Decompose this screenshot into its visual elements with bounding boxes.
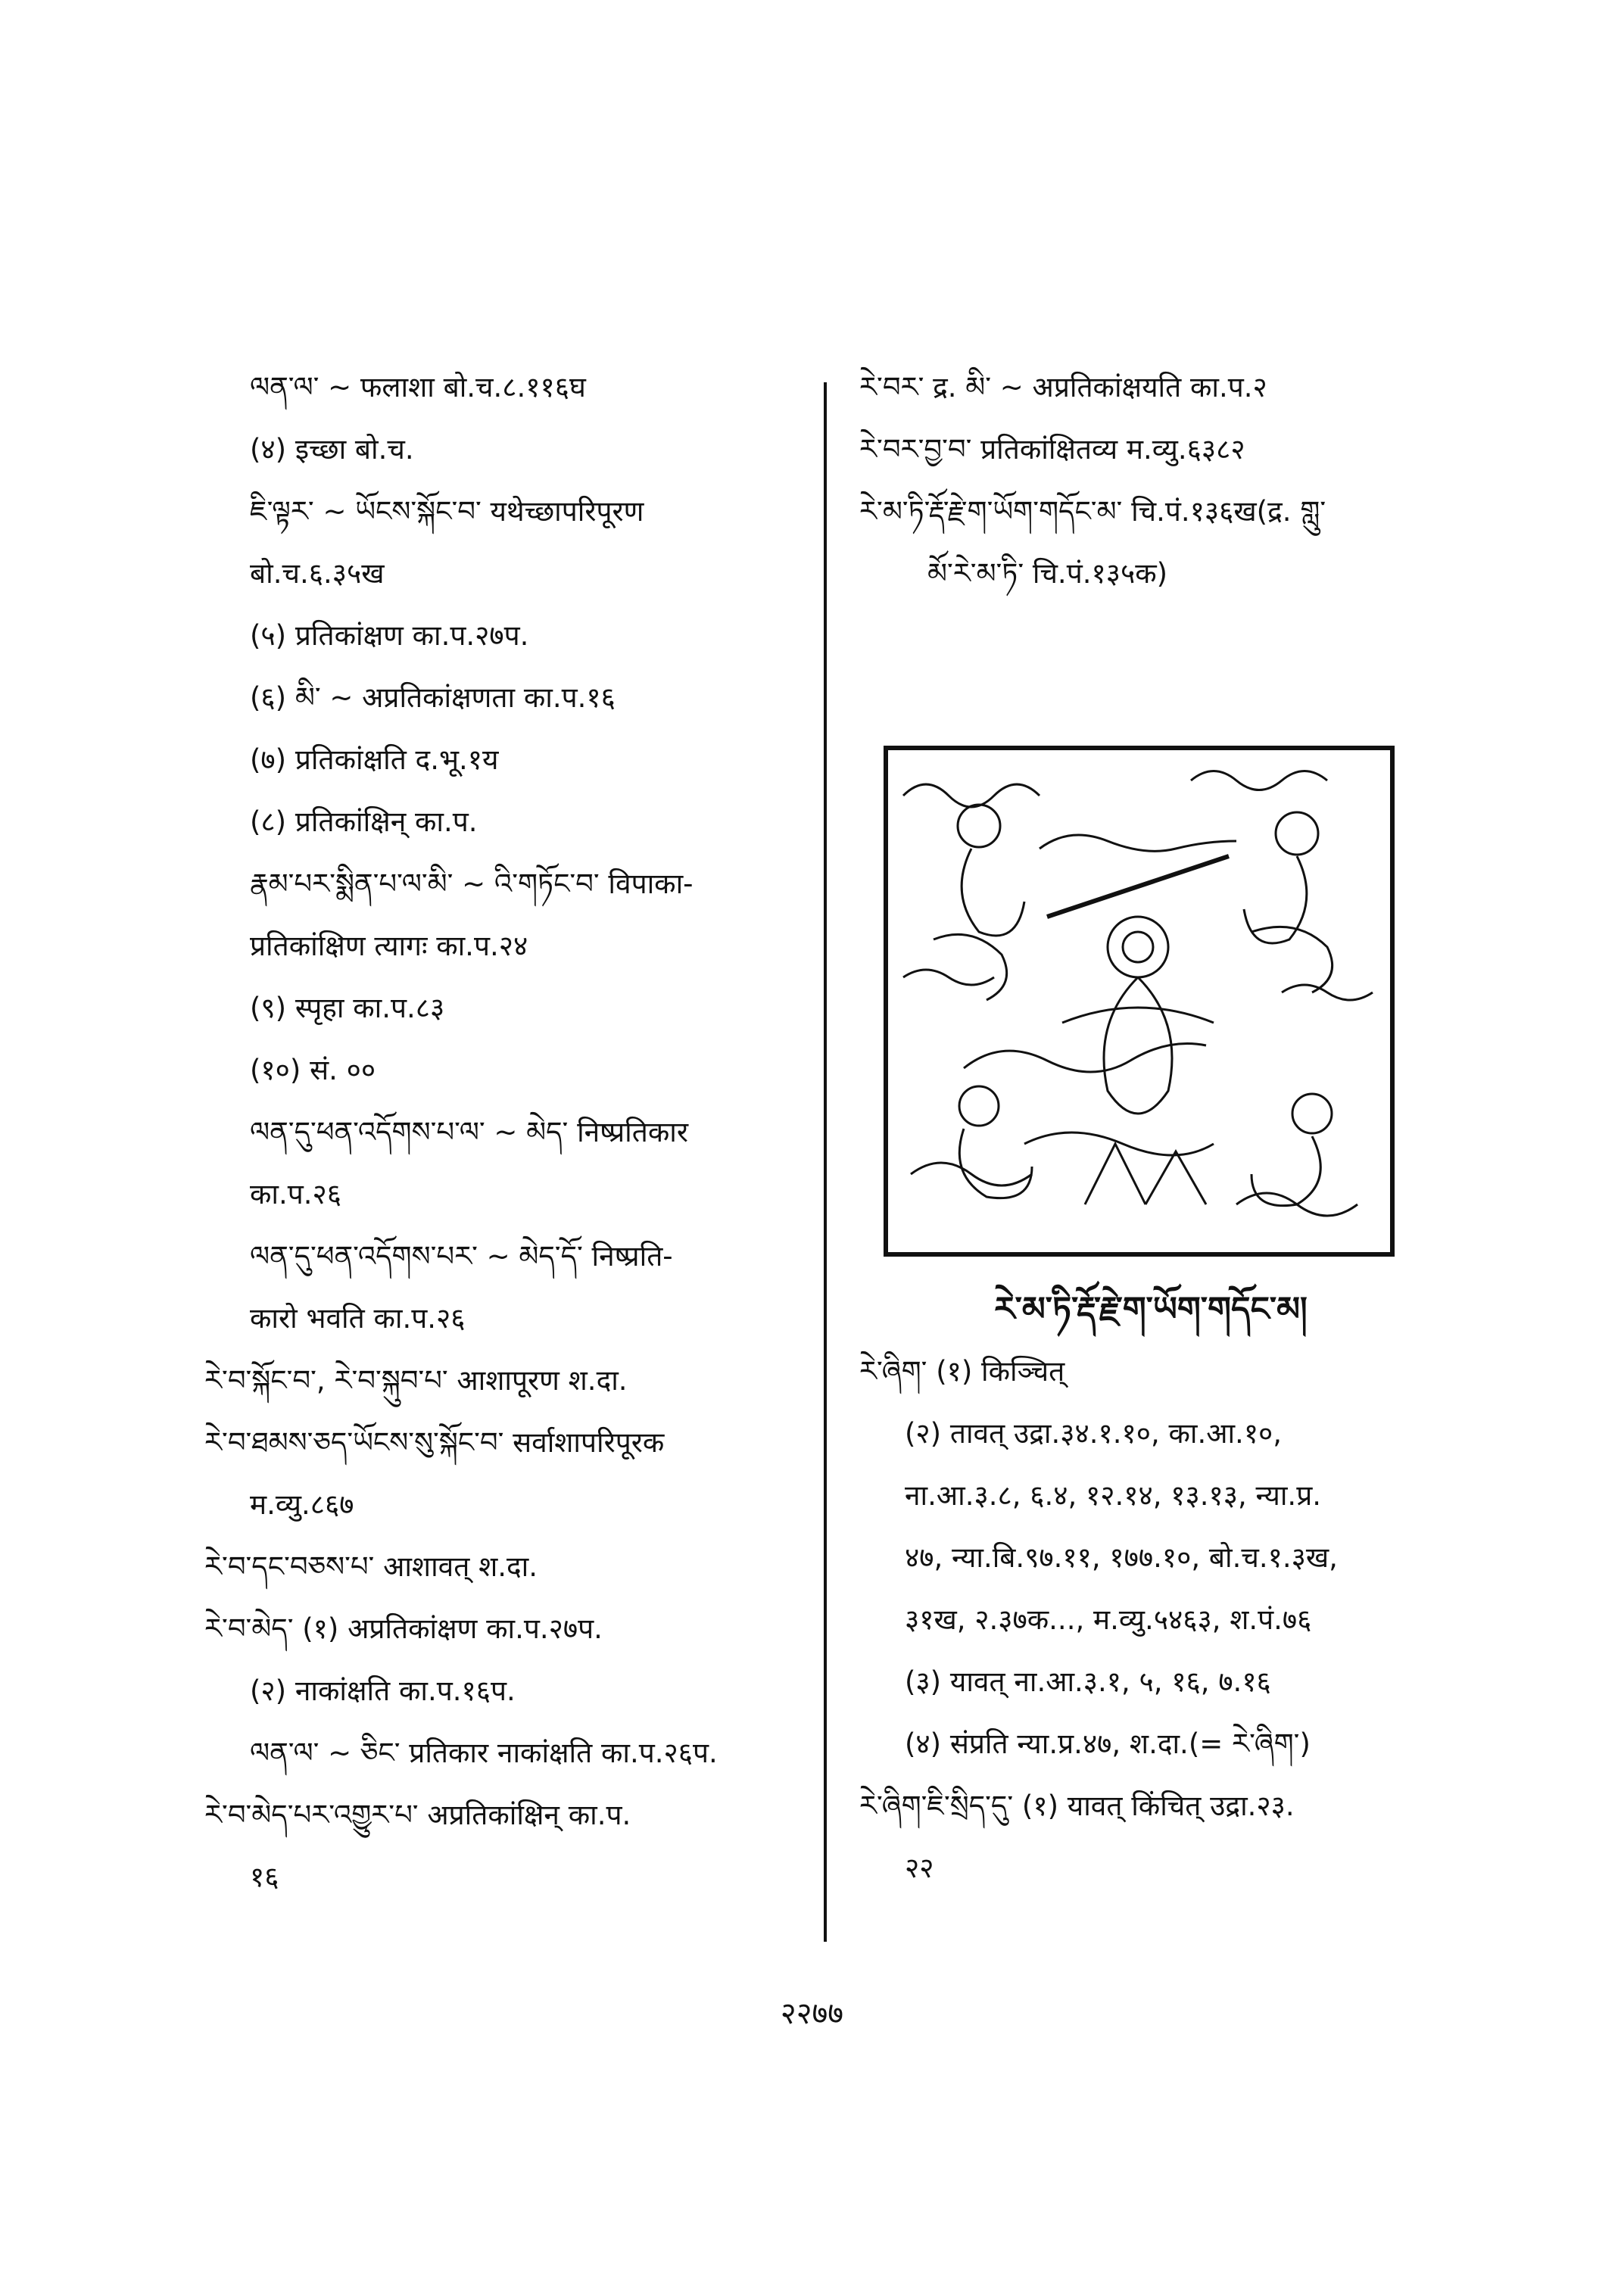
entry-line: ལན་དུ་ཕན་འདོགས་པ་ལ་ ~ མེད་ निष्प्रतिकार <box>250 1116 688 1148</box>
entry-line: (२) नाकांक्षति का.प.१६प. <box>250 1675 516 1707</box>
entry-line: ना.आ.३.८, ६.४, १२.१४, १३.१३, न्या.प्र. <box>905 1479 1322 1512</box>
entry-line: ལན་དུ་ཕན་འདོགས་པར་ ~ མེད་དོ་ निष्प्रति- <box>250 1240 673 1273</box>
entry-line: རེ་བར་ द्र. མི་ ~ अप्रतिकांक्षयति का.प.२ <box>859 371 1267 403</box>
entry-line: རེ་མ་ཏི་རྡོ་རྗེ་ག་ཡོག་གདོང་མ་ चि.पं.१३६ख(द्र. གླུ་ <box>859 495 1326 528</box>
entry-line: कारो भवति का.प.२६ <box>250 1302 466 1335</box>
entry-line: (८) प्रतिकांक्षिन् का.प. <box>250 805 478 838</box>
entry-line: རེ་བ་མེད་པར་འགྱུར་པ་ अप्रतिकांक्षिन् का.प. <box>204 1799 631 1831</box>
entry-line: १६ <box>250 1861 279 1893</box>
entry-line: ४७, न्या.बि.९७.११, १७७.१०, बो.च.१.३ख, <box>905 1541 1338 1574</box>
column-divider <box>824 382 827 1942</box>
entry-line: རེ་བ་མེད་ (१) अप्रतिकांक्षण का.प.२७प. <box>204 1612 603 1645</box>
revati-illustration <box>884 746 1395 1257</box>
entry-line: རེ་ཞིག་ (१) किञ्चित् <box>859 1355 1065 1388</box>
entry-line: རེ་བ་དང་བཅས་པ་ आशावत् श.दा. <box>204 1550 538 1583</box>
entry-line: ལན་ལ་ ~ फलाशा बो.च.८.११६घ <box>250 371 586 403</box>
entry-line: ཇི་ལྟར་ ~ ཡོངས་སྐོང་བ་ यथेच्छापरिपूरण <box>250 495 644 528</box>
entry-line: ལན་ལ་ ~ ཅིང་ प्रतिकार नाकांक्षति का.प.२६प. <box>250 1737 718 1769</box>
entry-line: མོ་རེ་མ་ཏི་ चि.पं.१३५क) <box>927 557 1168 590</box>
entry-line: (६) མི་ ~ अप्रतिकांक्षणता का.प.१६ <box>250 681 616 714</box>
entry-line: म.व्यु.८६७ <box>250 1488 354 1521</box>
entry-line: རྣམ་པར་སྨིན་པ་ལ་མི་ ~ འི་གཏོང་བ་ विपाका- <box>250 868 694 900</box>
entry-line: རེ་ཞིག་ཇི་སྲིད་དུ་ (१) यावत् किंचित् उद्रा.२३. <box>859 1790 1295 1822</box>
entry-line: རེ་བར་བྱ་བ་ प्रतिकांक्षितव्य म.व्यु.६३८२ <box>859 433 1245 466</box>
entry-line: (२) तावत् उद्रा.३४.१.१०, का.आ.१०, <box>905 1417 1283 1450</box>
entry-line: (३) यावत् ना.आ.३.१, ५, १६, ७.१६ <box>905 1665 1271 1698</box>
entry-line: (९) स्पृहा का.प.८३ <box>250 992 445 1024</box>
figure-caption: རེ་མ་ཏི་རྡོ་རྗེ་ག་ཡོག་གདོང་མ། <box>994 1290 1308 1329</box>
deity-woodcut-image <box>888 750 1390 1252</box>
entry-line: (४) इच्छा बो.च. <box>250 433 414 466</box>
entry-line: རེ་བ་སྐོང་བ་, རེ་བ་སྐུབ་པ་ आशापूरण श.दा. <box>204 1364 628 1397</box>
entry-line: २२ <box>905 1852 934 1884</box>
entry-line: बो.च.६.३५ख <box>250 557 385 590</box>
entry-line: རེ་བ་ཐམས་ཅད་ཡོངས་སུ་སྐོང་བ་ सर्वाशापरिपूरक <box>204 1426 665 1459</box>
entry-line: (१०) सं. ०० <box>250 1054 376 1086</box>
entry-line: ३१ख, २.३७क..., म.व्यु.५४६३, श.पं.७६ <box>905 1603 1312 1636</box>
entry-line: (४) संप्रति न्या.प्र.४७, श.दा.(= རེ་ཞིག་) <box>905 1728 1311 1760</box>
entry-line: (५) प्रतिकांक्षण का.प.२७प. <box>250 619 529 652</box>
entry-line: प्रतिकांक्षिण त्यागः का.प.२४ <box>250 930 528 962</box>
entry-line: का.प.२६ <box>250 1178 342 1210</box>
page-number: २२७७ <box>780 1996 844 2031</box>
entry-line: (७) प्रतिकांक्षति द.भू.१य <box>250 743 499 776</box>
